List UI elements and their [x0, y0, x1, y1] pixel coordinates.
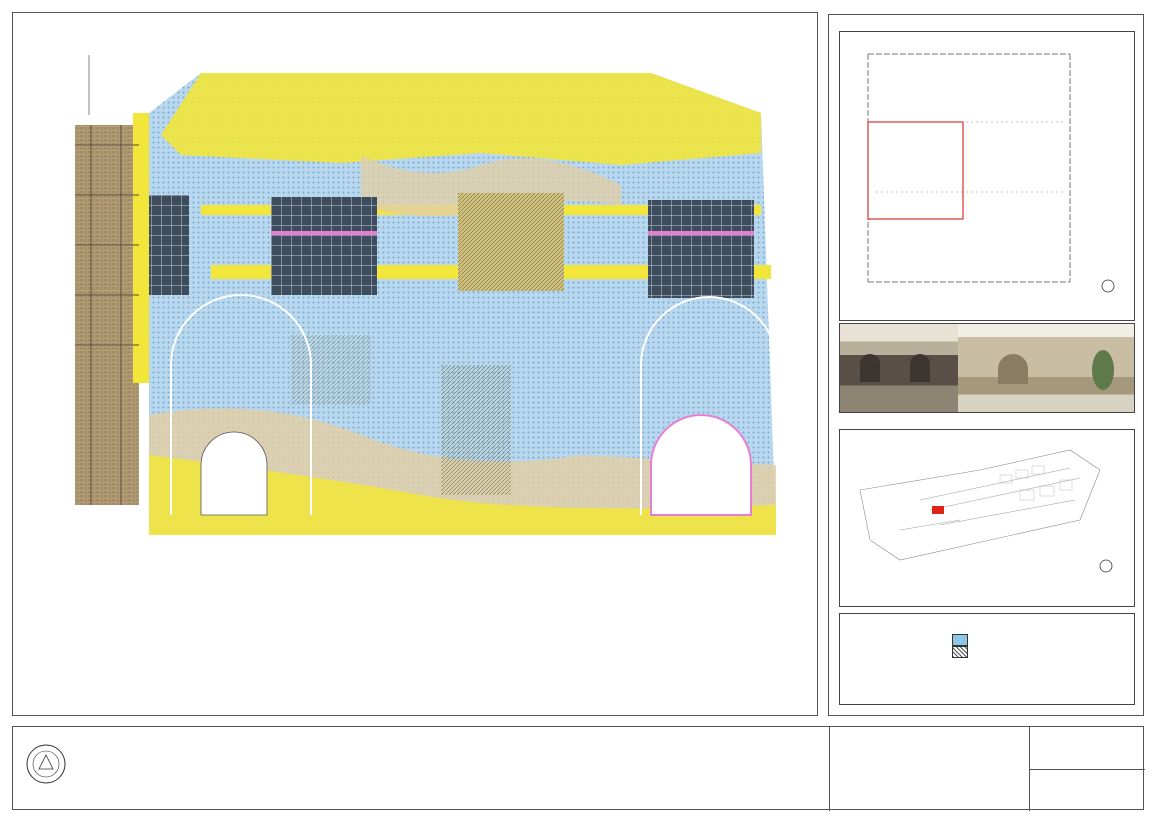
map-panel — [839, 429, 1135, 607]
map-drawing — [840, 430, 1134, 590]
key-panel — [839, 613, 1135, 705]
window-left — [271, 197, 377, 295]
key-pattern-sample — [952, 646, 968, 658]
legend — [41, 567, 801, 717]
elevation-drawing — [61, 35, 791, 583]
title-block — [12, 726, 1144, 810]
side-panels-frame — [828, 14, 1144, 716]
photo-left — [840, 324, 958, 412]
photo-panel — [839, 323, 1135, 413]
photo-right — [958, 324, 1134, 412]
key-tag-sample — [952, 634, 968, 646]
date-divider — [1029, 769, 1145, 770]
title-separator — [829, 727, 830, 811]
politecnico-seal-icon — [25, 743, 67, 785]
main-drawing-frame — [12, 12, 818, 716]
window-center — [458, 193, 564, 291]
plan-drawing — [840, 32, 1134, 302]
window-right — [648, 200, 754, 298]
scaffolding — [75, 113, 149, 505]
plan-panel — [839, 31, 1135, 321]
